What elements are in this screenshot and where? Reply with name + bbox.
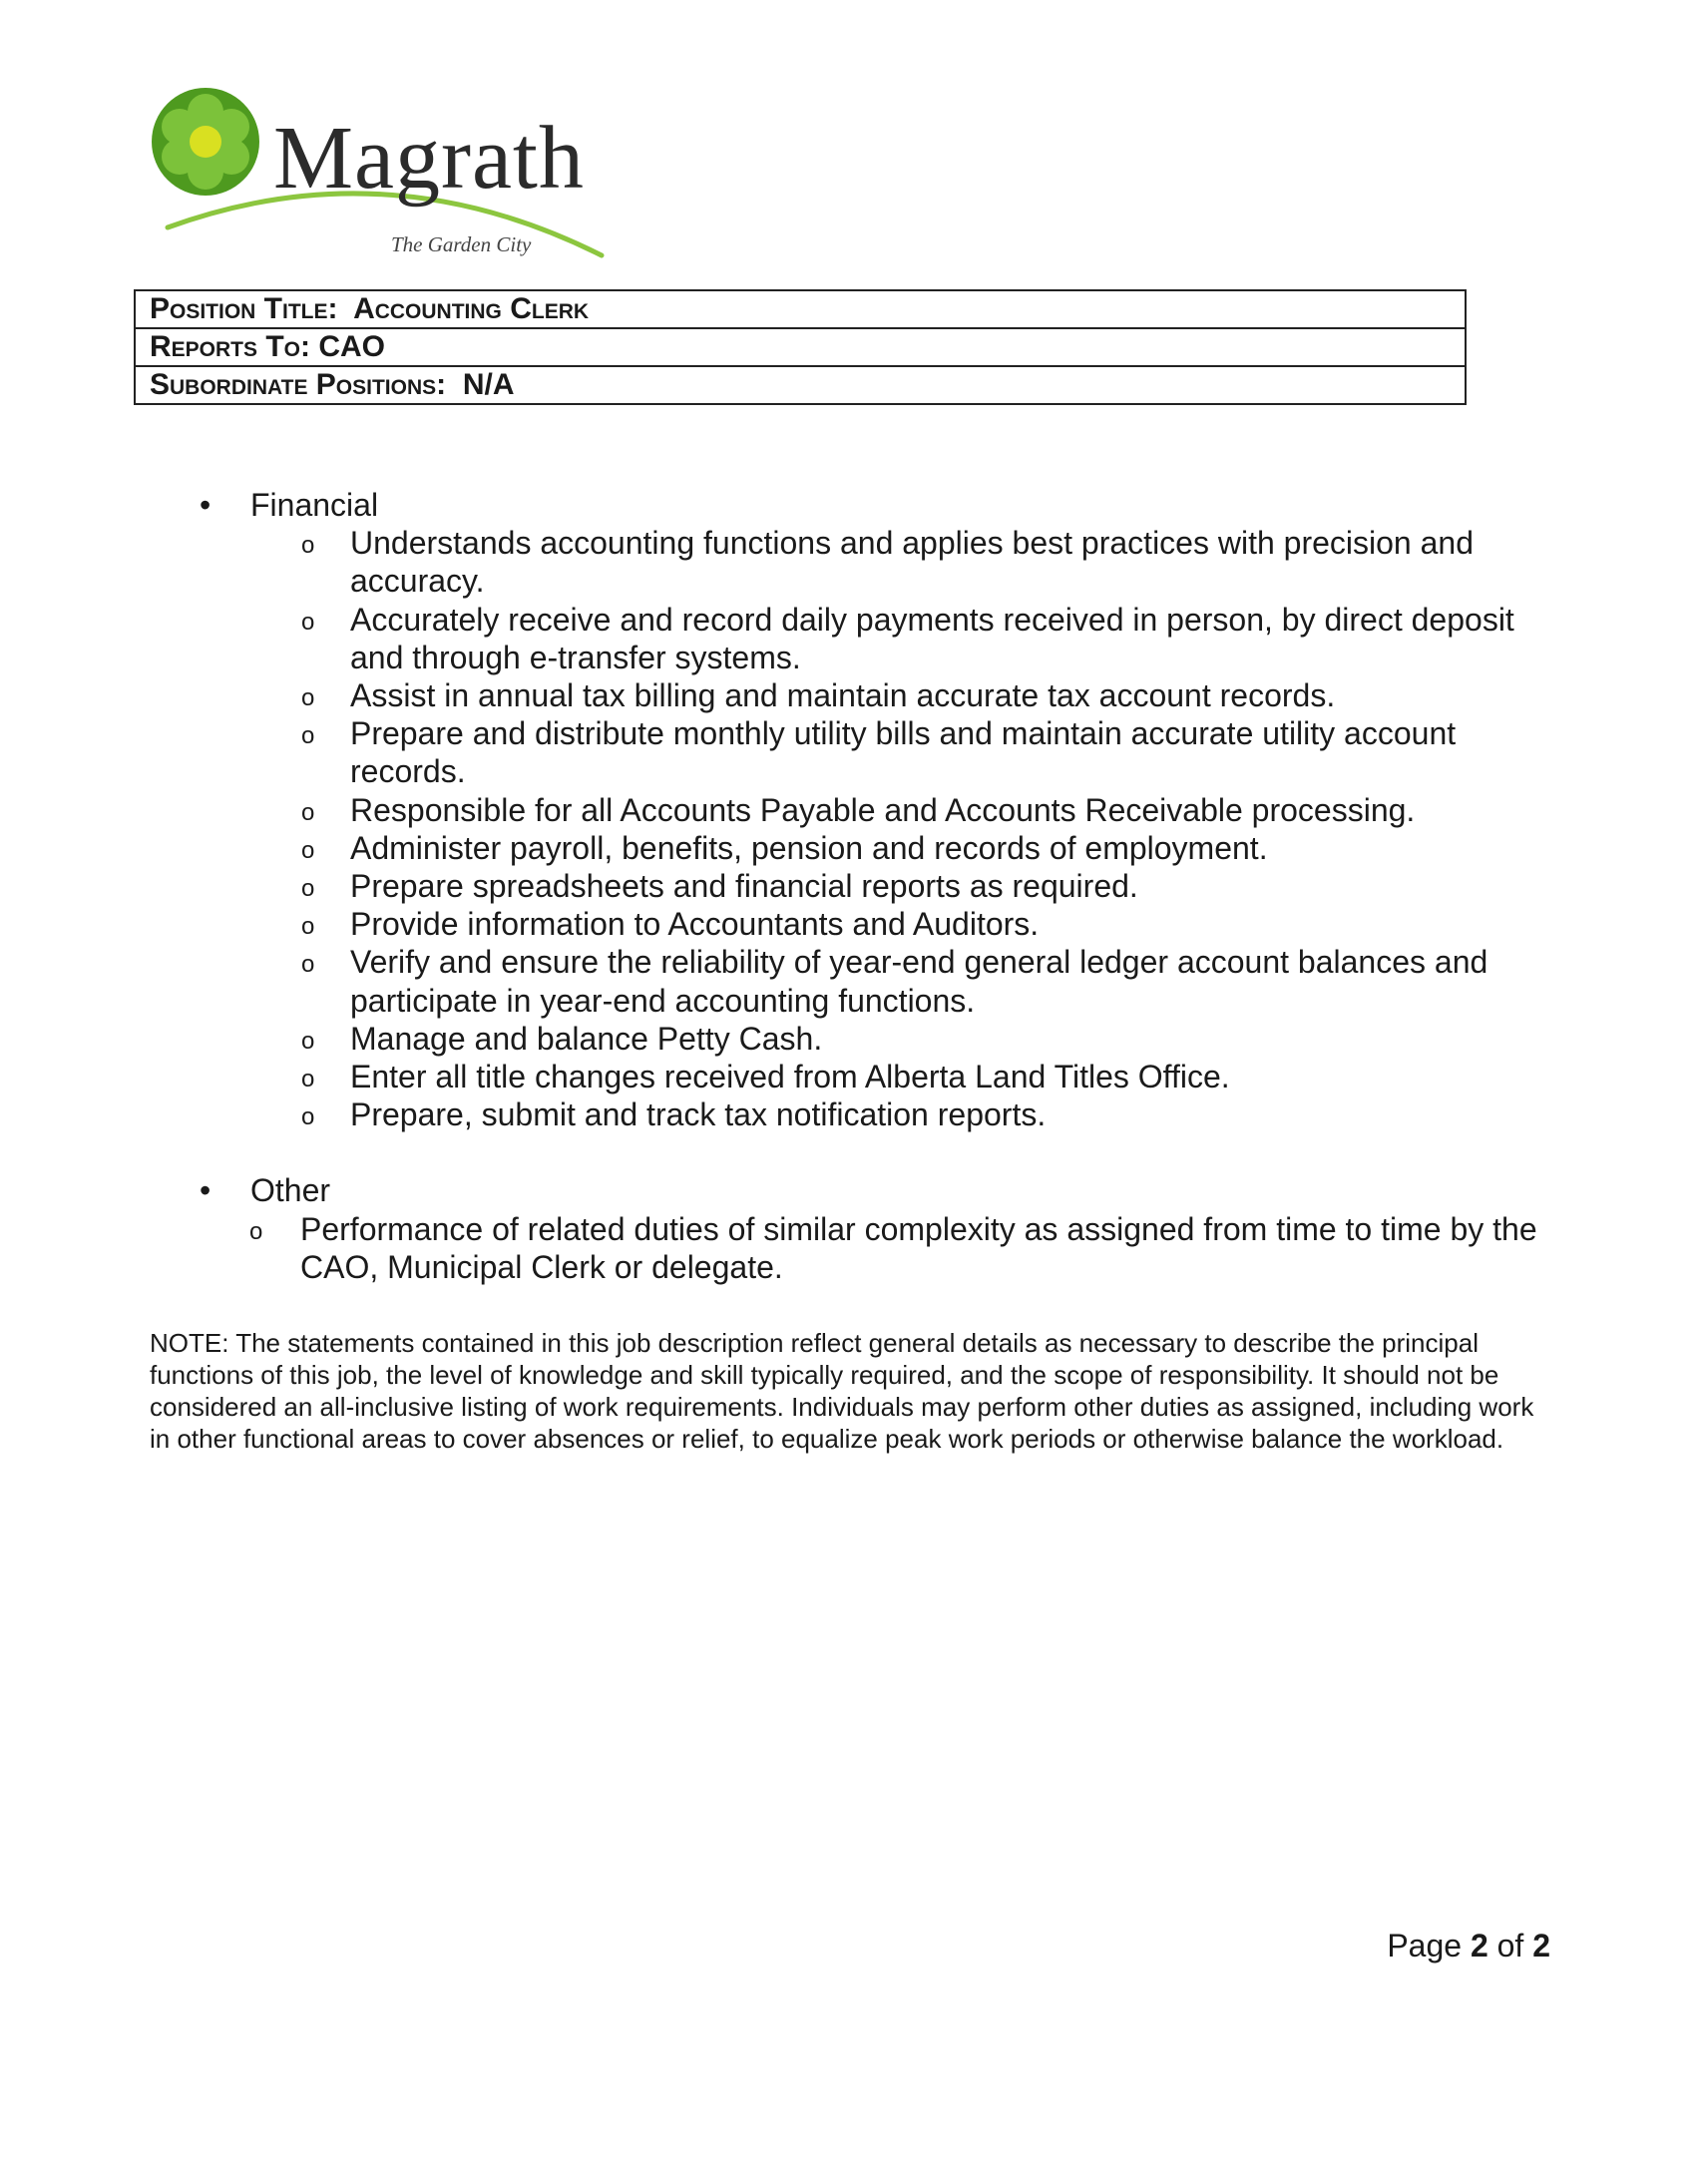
- duty-text: Administer payroll, benefits, pension and records of employment.: [350, 829, 1268, 866]
- duty-text: Responsible for all Accounts Payable and Accounts Receivable processing.: [350, 791, 1416, 828]
- circle-bullet-icon: o: [301, 836, 315, 864]
- list-item: [0, 829, 1696, 867]
- section-title: Other: [250, 1172, 331, 1209]
- circle-bullet-icon: o: [301, 875, 315, 903]
- duty-text: Manage and balance Petty Cash.: [350, 1020, 823, 1057]
- logo: [148, 88, 607, 262]
- duty-text: Enter all title changes received from Alberta Land Titles Office.: [350, 1059, 1230, 1095]
- circle-bullet-icon: o: [301, 1066, 315, 1093]
- list-item: [0, 714, 1696, 790]
- circle-bullet-icon: o: [301, 798, 315, 826]
- list-item: [0, 1210, 1696, 1286]
- page-number: [1387, 1928, 1550, 1965]
- logo-wordmark: Magrath: [273, 109, 585, 208]
- subordinate-positions-row: [135, 366, 1466, 404]
- circle-bullet-icon: o: [249, 1217, 263, 1245]
- circle-bullet-icon: o: [301, 913, 315, 941]
- reports-to-value: CAO: [318, 330, 386, 363]
- position-info-table: [134, 289, 1467, 405]
- position-title-cell: [135, 290, 1466, 328]
- duty-text: Provide information to Accountants and Auditors.: [350, 906, 1040, 943]
- list-item: [0, 791, 1696, 829]
- position-title-label: Position Title:: [150, 292, 338, 325]
- list-item: [0, 1020, 1696, 1058]
- page-total: 2: [1532, 1928, 1550, 1964]
- duty-text: Verify and ensure the reliability of year-end general ledger account balances and participate in year-end accounting functions.: [350, 944, 1488, 1019]
- circle-bullet-icon: o: [301, 532, 315, 560]
- circle-bullet-icon: o: [301, 1027, 315, 1055]
- logo-tagline: The Garden City: [391, 232, 532, 256]
- list-item: [0, 943, 1696, 1019]
- page-current: 2: [1470, 1928, 1488, 1964]
- circle-bullet-icon: o: [301, 951, 315, 979]
- financial-duties-list: [0, 524, 1696, 1133]
- reports-to-cell: [135, 328, 1466, 366]
- duty-text: Assist in annual tax billing and maintain accurate tax account records.: [350, 677, 1336, 714]
- other-duties-list: [0, 1210, 1696, 1286]
- circle-bullet-icon: o: [301, 1103, 315, 1131]
- subordinate-positions-cell: [135, 366, 1466, 404]
- bullet-dot-icon: •: [200, 1172, 212, 1209]
- position-title-value: Accounting Clerk: [353, 292, 590, 325]
- section-heading: [0, 486, 1696, 524]
- position-title-row: [135, 290, 1466, 328]
- reports-to-row: [135, 328, 1466, 366]
- subordinate-positions-value: N/A: [462, 368, 515, 401]
- duty-text: Prepare, submit and track tax notification reports.: [350, 1096, 1047, 1133]
- list-item: [0, 905, 1696, 943]
- list-item: [0, 524, 1696, 600]
- list-item: [0, 601, 1696, 676]
- circle-bullet-icon: o: [301, 722, 315, 750]
- duty-text: Understands accounting functions and applies best practices with precision and accuracy.: [350, 525, 1474, 600]
- list-item: [0, 676, 1696, 714]
- list-item: [0, 1095, 1696, 1133]
- page-word: Page: [1387, 1928, 1463, 1964]
- section-title: Financial: [250, 487, 379, 523]
- of-word: of: [1496, 1928, 1524, 1964]
- bullet-dot-icon: •: [200, 487, 212, 523]
- duty-text: Performance of related duties of similar complexity as assigned from time to time by the CAO, Municipal Clerk or delegate.: [300, 1210, 1537, 1285]
- list-item: [0, 867, 1696, 905]
- circle-bullet-icon: o: [301, 608, 315, 636]
- duty-text: Prepare spreadsheets and financial reports as required.: [350, 868, 1138, 905]
- circle-bullet-icon: o: [301, 684, 315, 712]
- flower-petals: [152, 88, 259, 196]
- duties-content: [0, 486, 1696, 1286]
- reports-to-label: Reports To:: [150, 330, 310, 363]
- section-heading: [0, 1171, 1696, 1209]
- duty-text: Accurately receive and record daily payments received in person, by direct deposit and through e-transfer systems.: [350, 601, 1514, 675]
- section-financial: [0, 486, 1696, 1133]
- section-other: [0, 1171, 1696, 1286]
- subordinate-positions-label: Subordinate Positions:: [150, 368, 447, 401]
- disclaimer-note: NOTE: The statements contained in this job description reflect general details as necessary to describe the principal functions of this job, the level of knowledge and skill typically required, and the scope of responsibility. It should not be considered an all-inclusive listing of work requirements. Individuals may perform other duties as assigned, including work in other functional areas to cover absences or relief, to equalize peak work periods or otherwise balance the workload.: [150, 1328, 1534, 1454]
- duty-text: Prepare and distribute monthly utility bills and maintain accurate utility account records.: [350, 715, 1457, 790]
- list-item: [0, 1058, 1696, 1095]
